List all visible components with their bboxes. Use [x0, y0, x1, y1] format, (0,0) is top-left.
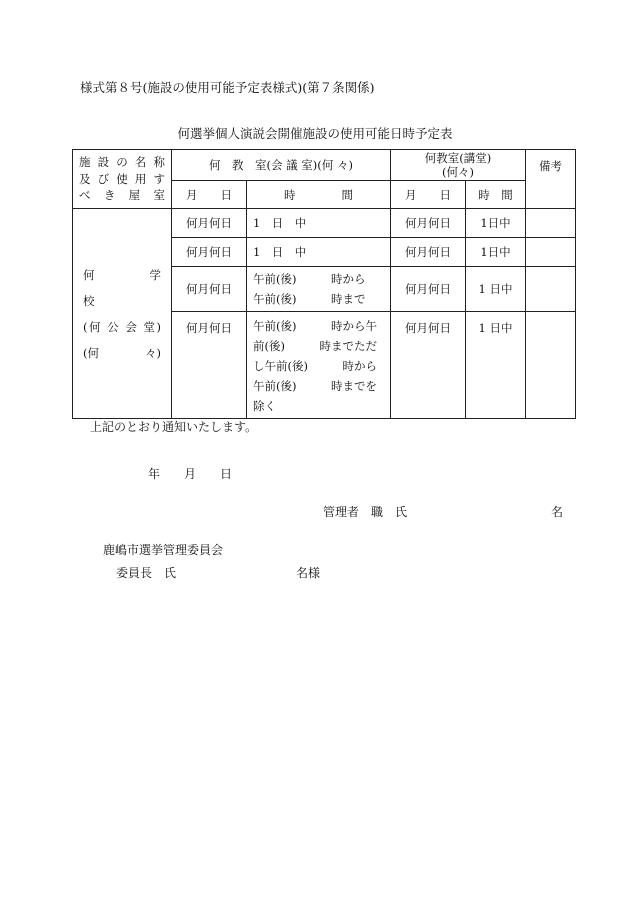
time-slot-cell — [246, 267, 390, 312]
lecture-hall-header-line: (何々) — [441, 165, 474, 179]
facility-name-cell — [73, 209, 184, 419]
facility-header-cell — [73, 150, 172, 209]
facility-name-line: (何 々) — [83, 345, 161, 360]
date-cell: 何月何日 — [390, 267, 465, 312]
time-slot-cell — [246, 312, 390, 419]
remarks-cell — [525, 312, 575, 419]
time-slot-cell: 1 日 中 — [246, 209, 390, 238]
lecture-hall-header-cell — [390, 150, 525, 181]
date-cell: 何月何日 — [171, 238, 246, 267]
facility-header — [73, 154, 171, 204]
time-slot-line: し午前(後) 時から — [252, 359, 377, 373]
time-cell: 1 日中 — [465, 267, 525, 312]
date-cell: 何月何日 — [171, 209, 246, 238]
time-cell: 1日中 — [465, 238, 525, 267]
hours-header: 時 間 — [246, 181, 390, 209]
time-slot-line: 前(後) 時までただ — [252, 339, 377, 353]
notice-text: 上記のとおり通知いたします。 — [90, 420, 258, 434]
committee-name: 鹿嶋市選挙管理委員会 — [103, 543, 224, 557]
facility-header-line: 施設の名称 — [79, 154, 165, 169]
time-slot-line: 午前(後) 時から午 — [252, 319, 377, 333]
facility-name-line: (何 公 会 堂) — [83, 319, 161, 334]
availability-table — [72, 149, 576, 419]
facility-header-line: べき屋室 — [79, 188, 165, 203]
month-day-header: 月 日 — [390, 181, 465, 209]
date-cell: 何月何日 — [390, 312, 465, 419]
remarks-cell — [525, 267, 575, 312]
facility-name-line: 何 学 校 — [83, 267, 184, 308]
facility-header-line: 及び使用す — [79, 171, 165, 186]
month-day-header: 月 日 — [171, 181, 246, 209]
manager-signature-line: 管理者 職 氏 名 — [323, 505, 564, 519]
table-row — [73, 209, 576, 238]
chair-signature-line: 委員長 氏 名様 — [116, 566, 321, 580]
time-slot-line: 午前(後) 時までを — [252, 379, 377, 393]
time-slot-line: 午前(後) 時から — [252, 272, 366, 286]
date-cell: 何月何日 — [390, 209, 465, 238]
remarks-cell — [525, 238, 575, 267]
time-header: 時 間 — [465, 181, 525, 209]
time-cell: 1日中 — [465, 209, 525, 238]
remarks-header: 備考 — [525, 150, 575, 209]
time-slot-line: 午前(後) 時まで — [252, 292, 366, 306]
date-cell: 何月何日 — [171, 312, 246, 419]
classroom-header: 何 教 室(会 議 室)(何 々) — [171, 150, 390, 181]
date-cell: 何月何日 — [171, 267, 246, 312]
date-cell: 何月何日 — [390, 238, 465, 267]
time-slot-line: 除く — [252, 399, 276, 413]
time-cell: 1 日中 — [465, 312, 525, 419]
document-title: 何選挙個人演説会開催施設の使用可能日時予定表 — [177, 126, 453, 141]
remarks-cell — [525, 209, 575, 238]
time-slot-cell: 1 日 中 — [246, 238, 390, 267]
lecture-hall-header-line: 何教室(講堂) — [424, 151, 492, 165]
date-line: 年 月 日 — [148, 467, 233, 481]
form-header: 様式第８号(施設の使用可能予定表様式)(第７条関係) — [80, 80, 375, 95]
